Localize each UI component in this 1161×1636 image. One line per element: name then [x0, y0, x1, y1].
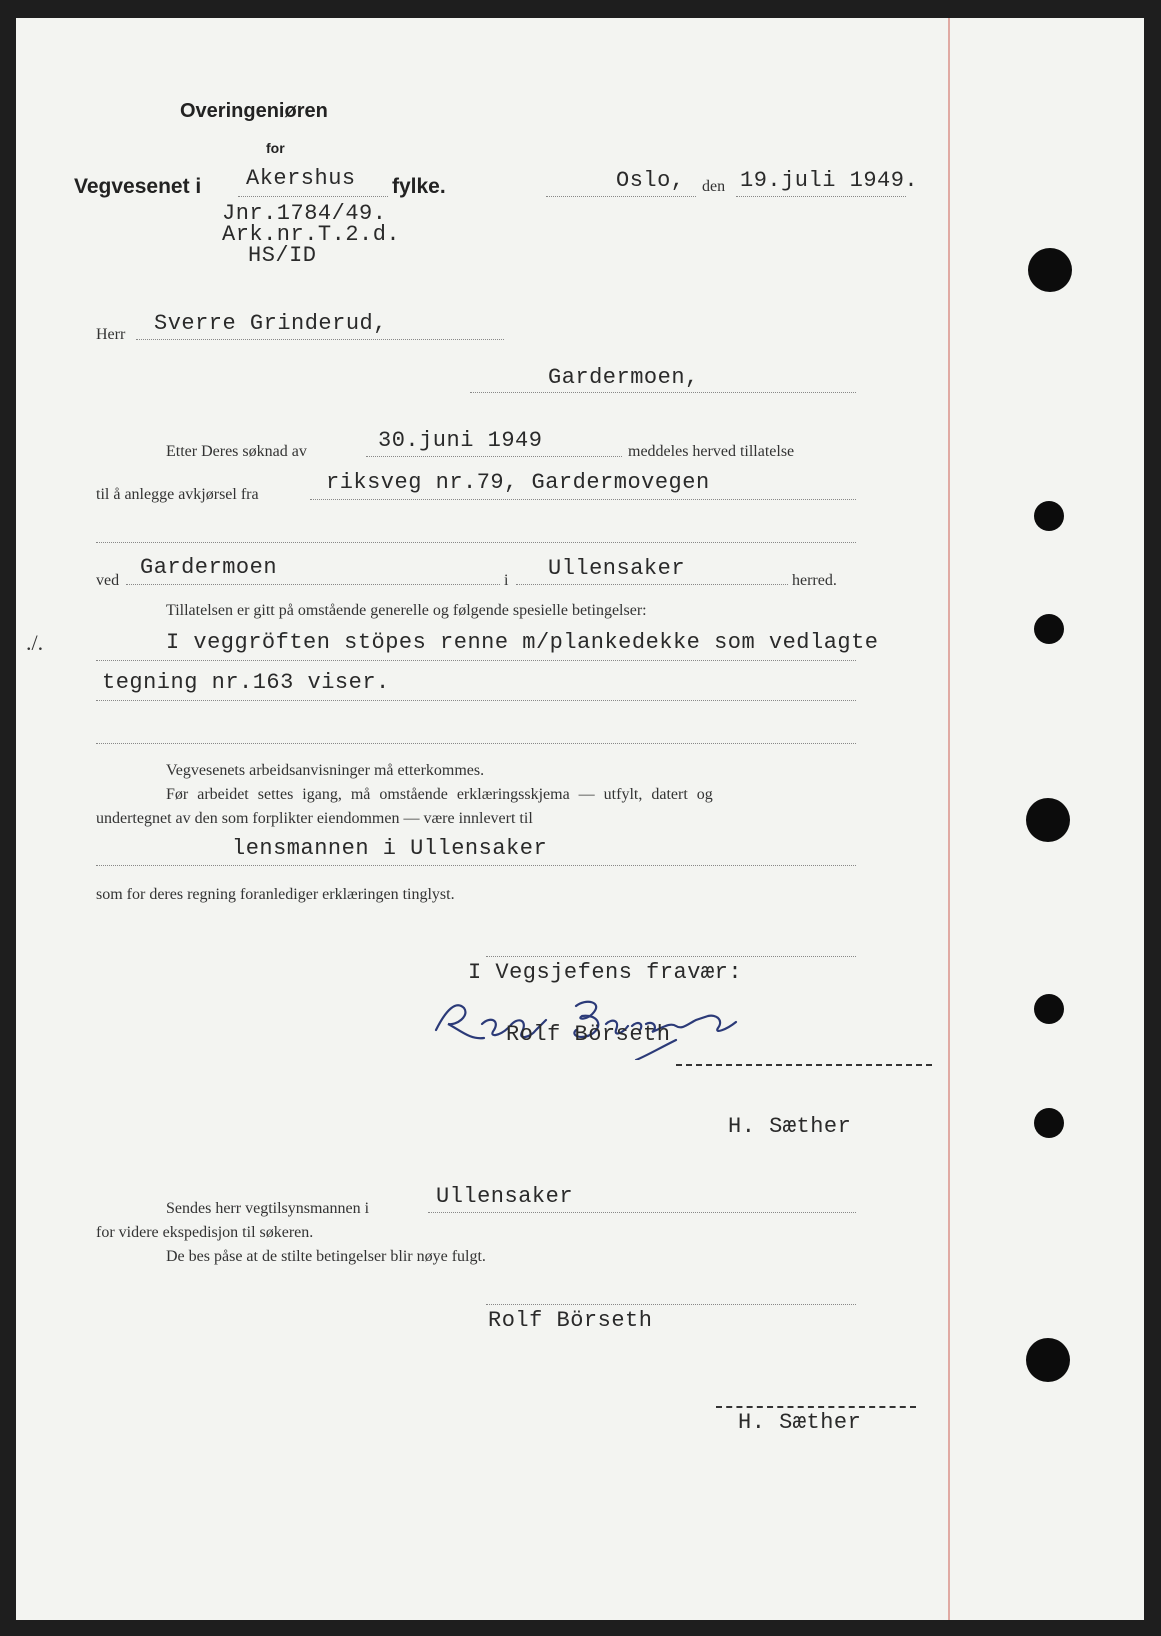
margin-line — [948, 18, 950, 1620]
county-line — [238, 196, 388, 197]
instruction-3: undertegnet av den som forplikter eiendommen — være innlevert til — [96, 810, 533, 827]
county-suffix: fylke. — [392, 175, 446, 198]
forwarding-line-3: De bes påse at de stilte betingelser blir nøye fulgt. — [166, 1248, 486, 1265]
signature-1-dash-line — [676, 1064, 932, 1066]
municipality-line — [516, 584, 788, 585]
recipient-name: Sverre Grinderud, — [154, 311, 387, 336]
application-date: 30.juni 1949 — [378, 428, 543, 453]
instruction-2: Før arbeidet settes igang, må omstående erklæringsskjema — utfylt, datert og — [166, 786, 713, 803]
punch-hole — [1034, 994, 1064, 1024]
handwritten-signature — [426, 980, 746, 1060]
recipient-address: Gardermoen, — [548, 365, 699, 390]
agency-prefix: Vegvesenet i — [74, 175, 202, 198]
condition-line-2: tegning nr.163 viser. — [102, 670, 390, 695]
submit-to-line — [96, 865, 856, 866]
recipient-title: Herr — [96, 326, 126, 343]
recipient-address-line — [470, 392, 856, 393]
condition-line-3-dots — [96, 743, 856, 744]
journal-number: Jnr.1784/49. — [222, 201, 387, 226]
punch-hole — [1034, 614, 1064, 644]
signature-2-dash-line — [716, 1406, 916, 1408]
document-page — [16, 18, 1144, 1620]
forwarding-line-1: Sendes herr vegtilsynsmannen i — [166, 1200, 370, 1217]
punch-hole — [1034, 1108, 1064, 1138]
place-line — [546, 196, 696, 197]
initials-ref: HS/ID — [248, 243, 317, 268]
condition-line-1-dots — [96, 660, 856, 661]
punch-hole — [1026, 798, 1070, 842]
office-title: Overingeniøren — [180, 100, 328, 122]
application-date-line — [366, 456, 622, 457]
signature-1-name: Rolf Börseth — [506, 1022, 671, 1047]
ved-label: ved — [96, 572, 120, 589]
place: Oslo, — [616, 168, 685, 193]
construct-text: til å anlegge avkjørsel fra — [96, 486, 259, 503]
county: Akershus — [246, 166, 356, 191]
road-name: riksveg nr.79, Gardermovegen — [326, 470, 710, 495]
absence-line — [486, 956, 856, 957]
submit-to: lensmannen i Ullensaker — [232, 836, 548, 861]
punch-hole — [1026, 1338, 1070, 1382]
location-line — [126, 584, 500, 585]
instruction-1: Vegvesenets arbeidsanvisninger må etterkommes. — [166, 762, 485, 779]
for-label: for — [266, 140, 285, 156]
absence-text: I Vegsjefens fravær: — [468, 960, 743, 985]
forwarding-line-2: for videre ekspedisjon til søkeren. — [96, 1224, 314, 1241]
blank-line — [96, 542, 856, 543]
recipient-name-line — [136, 339, 504, 340]
punch-hole — [1034, 501, 1064, 531]
condition-line-2-dots — [96, 700, 856, 701]
signature-2-name: Rolf Börseth — [488, 1308, 653, 1333]
instruction-4: som for deres regning foranlediger erklæringen tinglyst. — [96, 886, 455, 903]
margin-mark: ./. — [26, 630, 44, 655]
signature-1-initials: H. Sæther — [728, 1114, 852, 1139]
signature-2-line — [486, 1304, 856, 1305]
road-line — [310, 499, 856, 500]
den-label: den — [702, 178, 726, 195]
permission-text: meddeles herved tillatelse — [628, 443, 795, 460]
herred-label: herred. — [792, 572, 837, 589]
date-line — [736, 196, 906, 197]
punch-hole — [1028, 248, 1072, 292]
forwarding-municipality-line — [428, 1212, 856, 1213]
signature-2-initials: H. Sæther — [738, 1410, 862, 1435]
conditions-intro: Tillatelsen er gitt på omstående generelle og følgende spesielle betingelser: — [166, 602, 647, 619]
location: Gardermoen — [140, 555, 278, 580]
municipality: Ullensaker — [548, 556, 686, 581]
archive-number: Ark.nr.T.2.d. — [222, 222, 401, 247]
forwarding-municipality: Ullensaker — [436, 1184, 574, 1209]
letter-date: 19.juli 1949. — [740, 168, 919, 193]
application-intro: Etter Deres søknad av — [166, 443, 307, 460]
condition-line-1: I veggröften stöpes renne m/plankedekke som vedlagte — [166, 630, 879, 655]
i-label: i — [504, 572, 509, 589]
